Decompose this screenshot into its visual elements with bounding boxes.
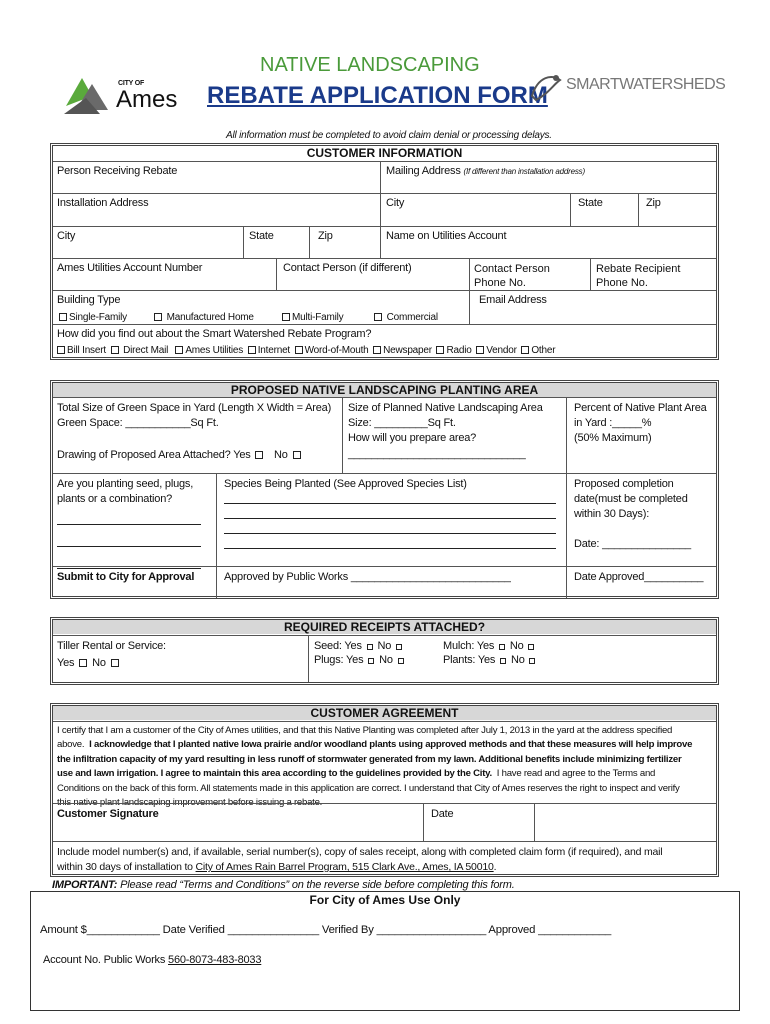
zip-label-2: Zip	[318, 230, 333, 242]
prepare-area-label: How will you prepare area?	[348, 432, 477, 444]
seed-receipt: Seed: Yes No	[314, 640, 404, 652]
percent-native-input[interactable]: in Yard :_____%	[574, 417, 652, 429]
checkbox-icon[interactable]	[293, 451, 301, 459]
state-label: State	[578, 197, 603, 209]
found-other[interactable]: Other	[519, 345, 555, 356]
email-label: Email Address	[479, 294, 547, 306]
found-vendor[interactable]: Vendor	[474, 345, 517, 356]
plugs-receipt: Plugs: Yes No	[314, 654, 406, 666]
city-label: City	[386, 197, 405, 209]
office-use-section	[30, 891, 740, 1011]
checkbox-icon[interactable]	[154, 313, 162, 321]
green-space-size: Green Space: ___________Sq Ft.	[57, 417, 219, 429]
watershed-logo-icon	[528, 70, 566, 104]
form-title-line1: NATIVE LANDSCAPING	[260, 54, 480, 76]
customer-signature-label: Customer Signature	[57, 808, 159, 820]
ames-logo	[62, 70, 192, 120]
checkbox-icon[interactable]	[500, 658, 506, 664]
completion-label-3: within 30 Days):	[574, 508, 650, 520]
city-label-2: City	[57, 230, 76, 242]
checkbox-icon[interactable]	[528, 644, 534, 650]
account-number: 560-8073-483-8033	[168, 954, 262, 966]
signature-date-label: Date	[431, 808, 454, 820]
drawing-attached: Drawing of Proposed Area Attached? Yes No	[57, 449, 303, 461]
checkbox-icon[interactable]	[367, 644, 373, 650]
building-multi-family[interactable]: Multi-Family	[280, 312, 344, 323]
building-commercial[interactable]: Commercial	[372, 312, 438, 323]
state-label-2: State	[249, 230, 274, 242]
planned-area-label: Size of Planned Native Landscaping Area	[348, 402, 543, 414]
checkbox-icon[interactable]	[255, 451, 263, 459]
how-found-label: How did you find out about the Smart Watershed Rebate Program?	[57, 328, 372, 340]
completion-label-1: Proposed completion	[574, 478, 674, 490]
percent-native-label: Percent of Native Plant Area	[574, 402, 707, 414]
ames-logo-name: Ames	[116, 86, 178, 113]
include-instructions: Include model number(s) and, if available, serial number(s), copy of sales receipt, along with completed claim form (if required), and mail within 30 days of installation to City of Ames Rain Barrel Program, 515 Clark Ave., Ames, IA 50010.	[57, 846, 663, 873]
found-ames-utilities[interactable]: Ames Utilities	[173, 345, 243, 356]
checkbox-icon[interactable]	[436, 346, 444, 354]
ames-logo-mark-icon	[62, 70, 122, 120]
checkbox-icon[interactable]	[79, 659, 87, 667]
checkbox-icon[interactable]	[396, 644, 402, 650]
office-use-heading: For City of Ames Use Only	[309, 893, 461, 907]
how-found-options	[55, 345, 555, 356]
checkbox-icon[interactable]	[374, 313, 382, 321]
completion-date[interactable]: Date: _______________	[574, 538, 691, 550]
checkbox-icon[interactable]	[499, 644, 505, 650]
tiller-answer: Yes No	[57, 657, 121, 669]
approved-by-label[interactable]: Approved by Public Works ___________________________	[224, 571, 511, 583]
found-internet[interactable]: Internet	[246, 345, 290, 356]
tiller-label: Tiller Rental or Service:	[57, 640, 166, 652]
mulch-receipt: Mulch: Yes No	[443, 640, 536, 652]
smart-watersheds-text: SMARTWATERSHEDS	[566, 76, 726, 93]
customer-info-heading: CUSTOMER INFORMATION	[306, 146, 463, 160]
checkbox-icon[interactable]	[175, 346, 183, 354]
checkbox-icon[interactable]	[368, 658, 374, 664]
percent-maximum: (50% Maximum)	[574, 432, 652, 444]
checkbox-icon[interactable]	[398, 658, 404, 664]
important-note: IMPORTANT: Please read “Terms and Conditions” on the reverse side before completing this form.	[52, 879, 515, 891]
checkbox-icon[interactable]	[111, 659, 119, 667]
checkbox-icon[interactable]	[295, 346, 303, 354]
checkbox-icon[interactable]	[529, 658, 535, 664]
recipient-phone-label: Rebate Recipient Phone No.	[596, 263, 681, 289]
building-type-label: Building Type	[57, 294, 121, 306]
checkbox-icon[interactable]	[476, 346, 484, 354]
checkbox-icon[interactable]	[59, 313, 67, 321]
green-space-label: Total Size of Green Space in Yard (Length X Width = Area)	[57, 402, 332, 414]
date-approved-label[interactable]: Date Approved__________	[574, 571, 704, 583]
completion-label-2: date(must be completed	[574, 493, 688, 505]
plants-receipt: Plants: Yes No	[443, 654, 537, 666]
planting-heading: PROPOSED NATIVE LANDSCAPING PLANTING AREA	[230, 383, 539, 397]
notice: All information must be completed to avoid claim denial or processing delays.	[226, 130, 552, 141]
agreement-text: I certify that I am a customer of the City of Ames utilities, and that this Native Planting was completed after July 1, 2013 in the yard at the address specified above. I acknowledge that I planted native Iowa prairie and/or woodland plants using approved methods and that these measures will help improve the infiltration capacity of my yard resulting in less runoff of stormwater generated from my lawn. Additional benefits include minimizing fertilizer use and lawn irrigation. I agree to maintain this area according to the guidelines provided by the City. I have read and agree to the Terms and Conditions on the back of this form. All statements made in this application are correct. I understand that City of Ames reserves the right to inspect and verify this native plant landscaping improvement before issuing a rebate.	[57, 725, 693, 809]
person-receiving-label: Person Receiving Rebate	[57, 165, 178, 177]
checkbox-icon[interactable]	[57, 346, 65, 354]
installation-address-label: Installation Address	[57, 197, 149, 209]
account-number-label: Ames Utilities Account Number	[57, 262, 203, 274]
mail-address: City of Ames Rain Barrel Program, 515 Clark Ave., Ames, IA 50010	[195, 861, 494, 873]
building-manufactured[interactable]: Manufactured Home	[152, 312, 254, 323]
seed-answer-lines[interactable]	[57, 515, 201, 569]
prepare-area-line[interactable]: ______________________________	[348, 448, 526, 460]
seed-plugs-q2: plants or a combination?	[57, 493, 173, 505]
checkbox-icon[interactable]	[521, 346, 529, 354]
seed-plugs-q1: Are you planting seed, plugs,	[57, 478, 194, 490]
office-amount-row[interactable]: Amount $____________ Date Verified _______________ Verified By __________________ Approved ____________	[40, 924, 612, 936]
species-label: Species Being Planted (See Approved Species List)	[224, 478, 467, 490]
species-answer-lines[interactable]	[224, 494, 556, 549]
found-direct-mail[interactable]: Direct Mail	[109, 345, 169, 356]
receipts-heading: REQUIRED RECEIPTS ATTACHED?	[283, 620, 486, 634]
contact-person-label: Contact Person (if different)	[283, 262, 412, 274]
checkbox-icon[interactable]	[111, 346, 119, 354]
checkbox-icon[interactable]	[373, 346, 381, 354]
found-radio[interactable]: Radio	[434, 345, 471, 356]
agreement-heading: CUSTOMER AGREEMENT	[310, 706, 459, 720]
zip-label: Zip	[646, 197, 661, 209]
smart-watersheds-logo	[528, 70, 728, 104]
found-bill-insert[interactable]: Bill Insert	[55, 345, 106, 356]
building-single-family[interactable]: Single-Family	[57, 312, 127, 323]
ames-logo-city-of: CITY OF	[118, 80, 145, 87]
found-word-of-mouth[interactable]: Word-of-Mouth	[293, 345, 369, 356]
submit-label: Submit to City for Approval	[57, 571, 195, 583]
checkbox-icon[interactable]	[248, 346, 256, 354]
form-title-line2: REBATE APPLICATION FORM	[207, 82, 548, 109]
planned-area-size: Size: _________Sq Ft.	[348, 417, 456, 429]
name-on-account-label: Name on Utilities Account	[386, 230, 507, 242]
office-account-row: Account No. Public Works 560-8073-483-8033	[43, 954, 262, 966]
found-newspaper[interactable]: Newspaper	[371, 345, 432, 356]
contact-phone-label: Contact Person Phone No.	[474, 263, 550, 289]
mailing-address-label: Mailing Address (If different than installation address)	[386, 165, 585, 177]
checkbox-icon[interactable]	[282, 313, 290, 321]
